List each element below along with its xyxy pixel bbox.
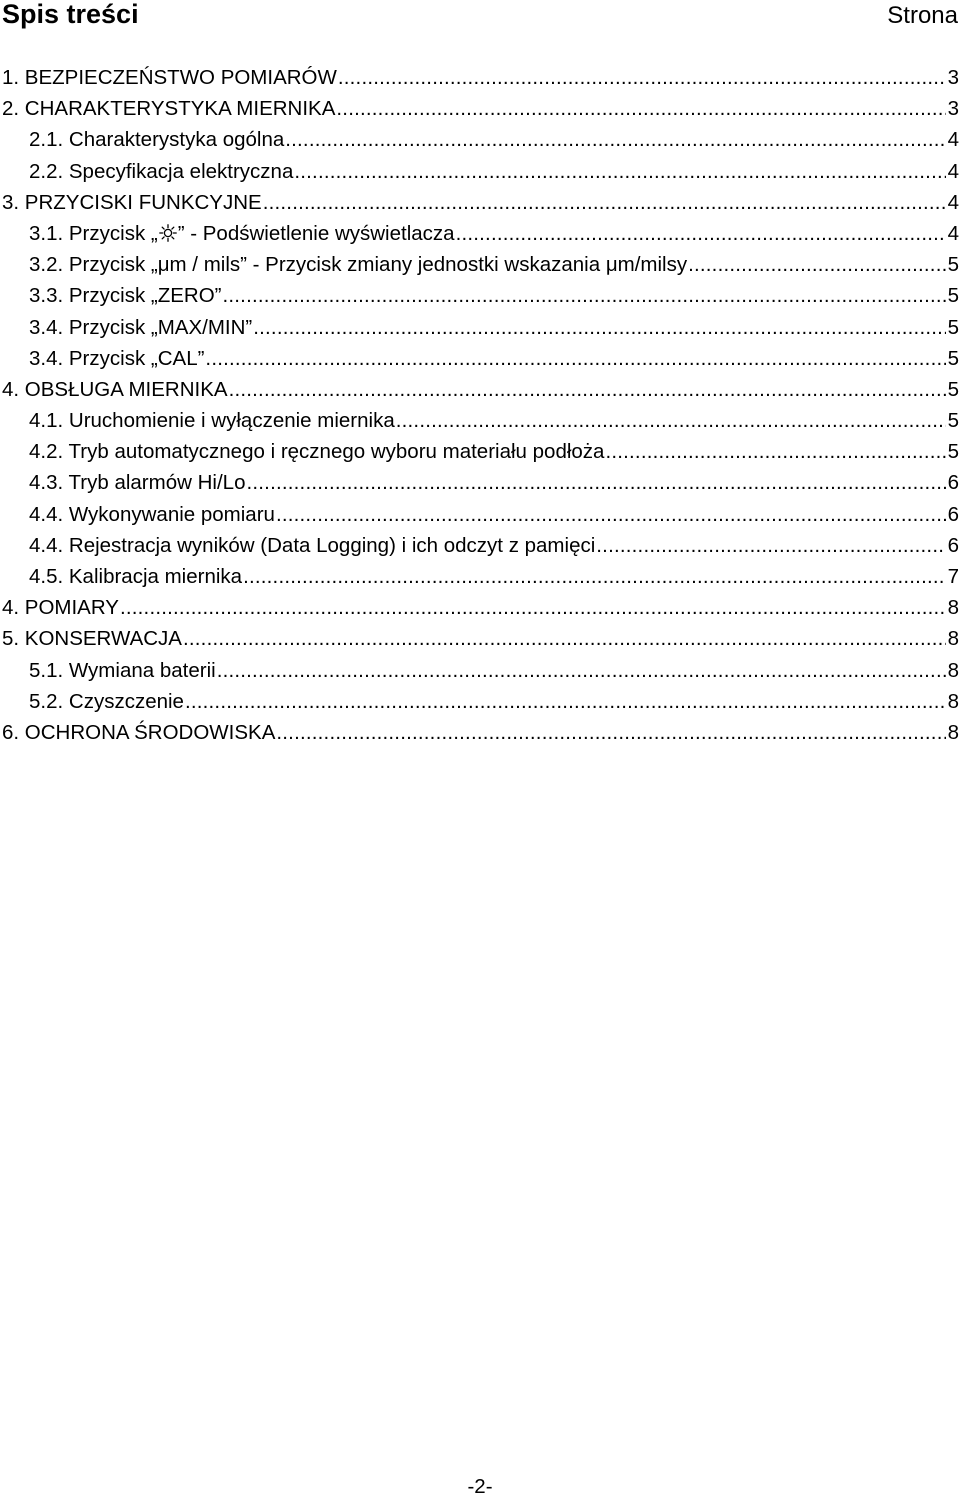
backlight-sun-icon bbox=[159, 224, 177, 242]
toc-dot-leader bbox=[294, 156, 945, 187]
toc-dot-leader bbox=[217, 655, 946, 686]
toc-entry-label: 4.3. Tryb alarmów Hi/Lo bbox=[29, 471, 246, 495]
toc-entry-page: 5 bbox=[947, 253, 959, 277]
toc-dot-leader bbox=[253, 312, 945, 343]
toc-entry-page: 4 bbox=[947, 159, 959, 183]
toc-entry-page: 6 bbox=[947, 502, 959, 526]
toc-entry-label: 4.5. Kalibracja miernika bbox=[29, 565, 243, 588]
toc-entry-label: 2.2. Specyfikacja elektryczna bbox=[29, 159, 294, 183]
toc-dot-leader bbox=[223, 280, 946, 311]
toc-entry[interactable] bbox=[0, 156, 959, 187]
toc-entry-label: 3.3. Przycisk „ZERO” bbox=[29, 284, 222, 308]
toc-dot-leader bbox=[243, 561, 946, 592]
toc-dot-leader bbox=[456, 218, 946, 249]
toc-entry-page: 5 bbox=[947, 409, 959, 433]
toc-dot-leader bbox=[338, 62, 946, 93]
toc-entry-label: 2. CHARAKTERYSTYKA MIERNIKA bbox=[2, 97, 336, 121]
toc-entry-page: 4 bbox=[947, 128, 959, 152]
toc-entry-label: 5.2. Czyszczenie bbox=[29, 689, 184, 713]
toc-dot-leader bbox=[276, 717, 945, 748]
toc-entry[interactable] bbox=[0, 530, 959, 561]
toc-entry[interactable] bbox=[0, 280, 959, 311]
toc-entry-page: 6 bbox=[947, 471, 959, 495]
toc-entry[interactable] bbox=[0, 312, 959, 343]
toc-entry-label: 4. OBSŁUGA MIERNIKA bbox=[2, 377, 228, 401]
toc-dot-leader bbox=[185, 686, 946, 717]
toc-dot-leader bbox=[263, 187, 946, 218]
toc-dot-leader bbox=[229, 374, 946, 405]
toc-entry[interactable] bbox=[0, 343, 959, 374]
toc-entry-label: 5.1. Wymiana baterii bbox=[29, 658, 216, 682]
toc-entry[interactable] bbox=[0, 561, 959, 592]
toc-entry-page: 8 bbox=[947, 627, 959, 651]
toc-entry-page: 4 bbox=[947, 221, 959, 245]
toc-entry-label: 4.1. Uruchomienie i wyłączenie miernika bbox=[29, 409, 395, 433]
toc-entry[interactable] bbox=[0, 717, 959, 748]
toc-entry-page: 5 bbox=[947, 346, 959, 370]
toc-entry-label: 5. KONSERWACJA bbox=[2, 627, 182, 651]
toc-entry[interactable] bbox=[0, 655, 959, 686]
toc-entry-label: 3.4. Przycisk „CAL” bbox=[29, 346, 205, 370]
toc-entry-label: 4.2. Tryb automatycznego i ręcznego wyboru materiału podłoża bbox=[29, 440, 605, 464]
toc-dot-leader bbox=[336, 93, 945, 124]
toc-entry-label: 4.4. Rejestracja wyników (Data Logging) i ich odczyt z pamięci bbox=[29, 533, 596, 557]
page-title: Spis treści bbox=[2, 0, 139, 29]
toc-dot-leader bbox=[396, 405, 946, 436]
toc-entry-label: 3.2. Przycisk „μm / mils” - Przycisk zmiany jednostki wskazania μm/milsy bbox=[29, 253, 688, 277]
toc-dot-leader bbox=[285, 124, 945, 155]
toc-entry[interactable] bbox=[0, 62, 959, 93]
toc-dot-leader bbox=[246, 467, 945, 498]
toc-entry-page: 8 bbox=[947, 596, 959, 620]
page-column-label: Strona bbox=[887, 2, 958, 29]
toc-entry-label: 6. OCHRONA ŚRODOWISKA bbox=[2, 720, 276, 744]
toc-entry-label: 1. BEZPIECZEŃSTWO POMIARÓW bbox=[2, 66, 337, 89]
toc-entry-label-start: 3.1. Przycisk „ bbox=[29, 221, 158, 245]
toc-entry-page: 3 bbox=[947, 66, 959, 89]
toc-entry-label: 3. PRZYCISKI FUNKCYJNE bbox=[2, 190, 262, 214]
page-number: -2- bbox=[467, 1475, 493, 1498]
toc-dot-leader bbox=[183, 623, 946, 654]
toc-entry-label: 4. POMIARY bbox=[2, 596, 119, 620]
toc-entry[interactable] bbox=[0, 467, 959, 498]
toc-entry-page: 5 bbox=[947, 315, 959, 339]
toc-entry[interactable] bbox=[0, 93, 959, 124]
toc-entry-label: 2.1. Charakterystyka ogólna bbox=[29, 128, 285, 152]
toc-entry[interactable] bbox=[0, 124, 959, 155]
toc-entry[interactable] bbox=[0, 499, 959, 530]
toc-entry[interactable] bbox=[0, 405, 959, 436]
table-of-contents bbox=[0, 62, 959, 748]
toc-entry-page: 8 bbox=[947, 658, 959, 682]
toc-entry-label-end: ” - Podświetlenie wyświetlacza bbox=[177, 221, 455, 245]
toc-entry-page: 8 bbox=[947, 720, 959, 744]
toc-entry[interactable] bbox=[0, 686, 959, 717]
toc-dot-leader bbox=[205, 343, 945, 374]
toc-entry[interactable] bbox=[0, 374, 959, 405]
toc-entry-label bbox=[29, 218, 455, 249]
toc-dot-leader bbox=[120, 592, 946, 623]
toc-entry-page: 8 bbox=[947, 689, 959, 713]
toc-dot-leader bbox=[688, 249, 946, 280]
toc-entry-page: 5 bbox=[947, 284, 959, 308]
toc-entry-label: 4.4. Wykonywanie pomiaru bbox=[29, 502, 275, 526]
toc-entry-page: 7 bbox=[947, 565, 959, 588]
toc-entry[interactable] bbox=[0, 436, 959, 467]
toc-dot-leader bbox=[605, 436, 945, 467]
toc-entry-page: 3 bbox=[947, 97, 959, 121]
toc-dot-leader bbox=[596, 530, 945, 561]
toc-entry[interactable] bbox=[0, 187, 959, 218]
toc-dot-leader bbox=[276, 499, 946, 530]
toc-entry-page: 5 bbox=[947, 377, 959, 401]
toc-entry-label: 3.4. Przycisk „MAX/MIN” bbox=[29, 315, 253, 339]
toc-header bbox=[0, 0, 960, 34]
toc-entry-page: 6 bbox=[947, 533, 959, 557]
toc-entry-page: 4 bbox=[947, 190, 959, 214]
toc-entry-page: 5 bbox=[947, 440, 959, 464]
toc-entry[interactable] bbox=[0, 249, 959, 280]
toc-entry[interactable] bbox=[0, 218, 959, 249]
toc-entry[interactable] bbox=[0, 592, 959, 623]
toc-entry[interactable] bbox=[0, 623, 959, 654]
